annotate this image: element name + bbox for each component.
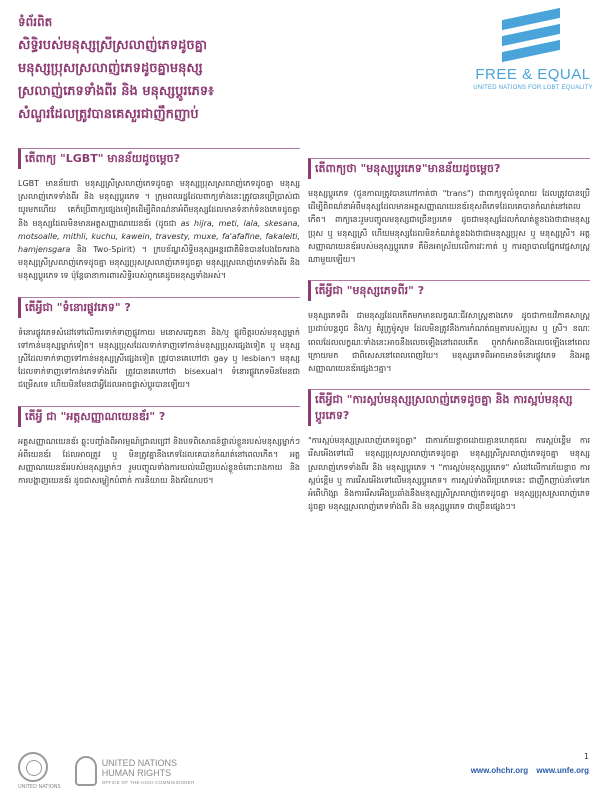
flag-icon [502, 10, 560, 60]
section-intersex [308, 280, 590, 375]
ohchr-line2: HUMAN RIGHTS [101, 767, 172, 778]
page-title [18, 34, 318, 126]
title-line: សំណួរដែលត្រូវបានគេសួរជាញឹកញាប់ [18, 107, 199, 122]
section-homophobia [308, 389, 590, 513]
ohchr-emblem-icon [75, 756, 97, 786]
un-emblem-icon [18, 752, 48, 782]
right-column [308, 158, 590, 527]
title-line: ស្រលាញ់ភេទទាំងពីរ និង មនុស្សប្ដូរភេទ៖ [18, 84, 214, 99]
text-run: LGBT មានន័យថា មនុស្សស្រីស្រលាញ់ភេទដូចគ្នា មនុស្សប្រុសស្រលាញ់ភេទដូចគ្នា មនុស្សស្រលាញ់ភេទទាំងពីរ និង មនុស្សប្ដូរភេទ ។ ក្រុមពលរដ្ឋដែលពាក្យទាំងនេះត្រូវបានប្រើប្រាស់ជាយូរមកហើយ គេក៏ប្រើពាក្យផ្សេងទៀតដើម្បីពិពណ៌នាអំពីមនុស្សដែលមានទំនាក់ទំនងភេទដូចគ្នា និង មនុស្សដែលមិនមានអត្តសញ្ញាណយេនឌ័រ (ដូចជា [18, 179, 300, 228]
section-heading: តើអ្វីជា "ទំនោរផ្លូវភេទ" ? [18, 297, 300, 318]
ohchr-line1: UNITED NATIONS [101, 757, 178, 768]
section-text: អត្តសញ្ញាណយេនឌ័រ ឆ្លុះបញ្ចាំងពីអារម្មណ៍ជ្រាលជ្រៅ និងបទពិសោធន៍ផ្ទាល់ខ្លួនរបស់មនុស្សម្នាក់ៗអំពីយេនឌ័រ ដែលអាចត្រូវ ឬ មិនត្រូវគ្នានឹងភេទដែលគេបានកំណត់នៅពេលកើត។ អត្តសញ្ញាណយេនឌ័ររបស់មនុស្សម្នាក់ៗ រួមបញ្ចូលទាំងការយល់ឃើញរបស់ខ្លួនចំពោះរាងកាយ និងការបង្ហាញយេនឌ័រ ដូចជាសម្លៀកបំពាក់ ការនិយាយ និងឥរិយាបថ។ [18, 436, 300, 486]
section-heading: តើអ្វីជា "មនុស្សភេទពីរ" ? [308, 280, 590, 301]
text-run: និង Two-Spirit) ។ ក្របខ័ណ្ឌសិទ្ធិមនុស្សអន្តរជាតិមិនបានបែងចែករវាងមនុស្សស្រីស្រលាញ់ភេទដូចគ្នា មនុស្សប្រុសស្រលាញ់ភេទដូចគ្នា មនុស្សស្រលាញ់ភេទទាំងពីរ និង មនុស្សប្ដូរភេទ ទេ ប៉ុន្តែធានាការពារសិទ្ធិរបស់ពួកគេដូចមនុស្សទាំងអស់។ [18, 245, 300, 281]
unfe-link[interactable]: www.unfe.org [536, 766, 589, 775]
section-lgbt [18, 148, 300, 283]
section-transgender [308, 158, 590, 266]
section-heading: តើអ្វីជា "ការស្អប់មនុស្សស្រលាញ់ភេទដូចគ្នា និង ការស្អប់មនុស្សប្ដូរភេទ? [308, 389, 590, 426]
footer-logos [18, 752, 195, 790]
section-text: មនុស្សភេទពីរ ជាមនុស្សដែលកើតមកមានលក្ខណៈជីវសាស្ត្រខាងភេទ ដូចជាកាយវិភាគសាស្ត្រ ប្រដាប់បន្តពូជ និង/ឬ គំរូក្រូម៉ូសូម ដែលមិនត្រូវនឹងការកំណត់ធម្មតារបស់ប្រុស ឬ ស្រី។ ខណៈពេលដែលលក្ខណៈទាំងនេះអាចនឹងលេចឡើងនៅពេលកើត ពួកវាក៏អាចនឹងលេចឡើងនៅពេលក្រោយមក ជាពិសេសនៅពេលពេញវ័យ។ មនុស្សភេទពីរអាចមានទំនោរផ្លូវភេទ និងអត្តសញ្ញាណយេនឌ័រផ្សេងៗគ្នា។ [308, 311, 590, 374]
ohchr-line3: OFFICE OF THE HIGH COMMISSIONER [101, 779, 195, 785]
un-logo [18, 752, 61, 790]
title-line: សិទ្ធិរបស់មនុស្សស្រីស្រលាញ់ភេទដូចគ្នា [18, 38, 208, 53]
section-sexual-orientation [18, 297, 300, 392]
title-line: មនុស្សប្រុសស្រលាញ់ភេទដូចគ្នាមនុស្ស [18, 61, 203, 76]
section-heading: តើពាក្យថា "មនុស្សប្ដូរភេទ"មានន័យដូចម្ដេច? [308, 158, 590, 179]
section-heading: តើអ្វី ជា "អត្តសញ្ញាណយេនឌ័រ" ? [18, 406, 300, 427]
left-column [18, 148, 300, 501]
ohchr-link[interactable]: www.ohchr.org [470, 766, 529, 775]
section-text: ទំនោរផ្លូវភេទសំដៅទៅលើការទាក់ទាញផ្លូវកាយ មនោសញ្ចេតនា និង/ឬ ផ្លូវចិត្តរបស់មនុស្សម្នាក់ទៅកាន់មនុស្សម្នាក់ទៀត។ មនុស្សប្រុសដែលទាក់ទាញទៅកាន់មនុស្សប្រុសផ្សេងទៀត ឬ មនុស្សស្រីដែលទាក់ទាញទៅកាន់មនុស្សស្រីផ្សេងទៀត ត្រូវបានគេហៅថា gay ឬ lesbian។ មនុស្សដែលទាក់ទាញទៅកាន់ភេទទាំងពីរ ត្រូវបានគេហៅថា bisexual។ ទំនោរផ្លូវភេទមិនមែនជាជម្រើសទេ ហើយមិនមែនជាអ្វីដែលអាចផ្លាស់ប្ដូរបានឡើយ។ [18, 327, 300, 390]
un-emblem-label: UNITED NATIONS [18, 784, 61, 790]
latin-terms: as hijra, meti, lala, skesana, motsoalle, mithli, kuchu, kawein, travesty, muxe, fa'afafine, fakaleiti, hamjensgara [18, 218, 300, 255]
section-text [18, 177, 300, 283]
fact-sheet-label: ទំព័រពិត [18, 15, 53, 29]
ohchr-logo [75, 756, 195, 786]
page-number: 1 [583, 752, 589, 761]
section-heading: តើពាក្យ "LGBT" មានន័យដូចម្ដេច? [18, 148, 300, 169]
section-text: "ការស្អប់មនុស្សស្រលាញ់ភេទដូចគ្នា" ជាការភ័យខ្លាចដោយគ្មានហេតុផល ការស្អប់ខ្ពើម ការរើសអើងទៅលើ មនុស្សប្រុសស្រលាញ់ភេទដូចគ្នា មនុស្សស្រីស្រលាញ់ភេទដូចគ្នា មនុស្សស្រលាញ់ភេទទាំងពីរ និង មនុស្សប្ដូរភេទ ។ "ការស្អប់មនុស្សប្ដូរភេទ" សំដៅលើការភ័យខ្លាច ការស្អប់ខ្ពើម ឬ ការរើសអើងទៅលើមនុស្សប្ដូរភេទ។ ការស្អប់ទាំងពីរប្រភេទនេះ ជាញឹកញាប់នាំទៅរកអំពើហិង្សា និងការរើសអើងប្រឆាំងនឹងមនុស្សស្រីស្រលាញ់ភេទដូចគ្នា មនុស្សប្រុសស្រលាញ់ភេទដូចគ្នា មនុស្សស្រលាញ់ភេទទាំងពីរ និង មនុស្សប្ដូរភេទ ជាច្រើនផ្សេងៗ។ [308, 436, 590, 512]
footer-urls [465, 766, 589, 775]
section-text: មនុស្សប្ដូរភេទ (ជួនកាលត្រូវបានហៅកាត់ថា "trans") ជាពាក្យទូលំទូលាយ ដែលត្រូវបានប្រើ ដើម្បីពិពណ៌នាអំពីមនុស្សដែលមានអត្តសញ្ញាណយេនឌ័រខុសពីភេទដែលគេបានកំណត់នៅពេលកើត។ ពាក្យនេះរួមបញ្ចូលមនុស្សជាច្រើនប្រភេទ ដូចជាមនុស្សដែលកំណត់ខ្លួនឯងថាជាមនុស្សប្រុស ឬ មនុស្សស្រី ហើយមនុស្សដែលមិនកំណត់ខ្លួនឯងថាជាមនុស្សប្រុស ឬ មនុស្សស្រី។ អត្តសញ្ញាណយេនឌ័ររបស់មនុស្សប្ដូរភេទ គឺមិនអាស្រ័យលើការវះកាត់ ឬ ការព្យាបាលផ្នែកវេជ្ជសាស្ត្រណាមួយឡើយ។ [308, 189, 590, 265]
free-equal-logo [468, 10, 598, 91]
logo-subtitle: UNITED NATIONS FOR LGBT EQUALITY [473, 85, 593, 91]
section-gender-identity [18, 406, 300, 488]
logo-name: FREE & EQUAL [475, 66, 591, 83]
